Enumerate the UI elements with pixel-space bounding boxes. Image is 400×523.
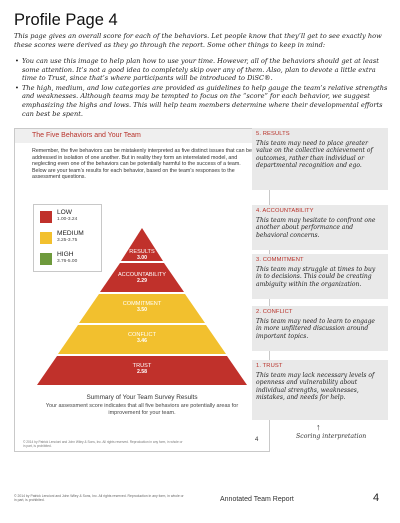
sidebar-text: This team may lack necessary levels of openness and vulnerability about individual strengths, weaknesses, mistakes, and needs for help.	[256, 372, 375, 402]
tier-label-commitment	[102, 301, 182, 313]
tier-score: 2.29	[136, 278, 148, 284]
sidebar-heading: 3. COMMITMENT	[256, 257, 304, 263]
sidebar-heading: 1. TRUST	[256, 363, 283, 369]
page-number: 4	[373, 492, 380, 504]
page-copyright: © 2014 by Patrick Lencioni and John Wiley & Sons, Inc. All rights reserved. Reproduction in any form, in whole or in part, is prohibited.	[14, 494, 184, 503]
tier-name: TRUST	[132, 363, 152, 369]
legend-low-range: 1.00-3.24	[57, 217, 78, 222]
sidebar-text: This team may hesitate to confront one another about performance and behavioral concerns.	[256, 217, 376, 239]
tier-score: 2.58	[136, 369, 148, 375]
tier-name: RESULTS	[129, 249, 155, 255]
tier-label-results	[112, 249, 172, 261]
report-body-text: Remember, the five behaviors can be mistakenly interpreted as five distinct issues that can be addressed in isolation of one another. But in reality they form an interrelated model, and neglecting even one of the behaviors can be potentially harmful to the success of a team. Below are your team’s results for each behavior, based on the team’s responses to the assessment questions.	[32, 148, 252, 181]
sidebar-item-results	[252, 128, 388, 190]
page-title: Profile Page 4	[14, 11, 118, 29]
guidance-item: • You can use this image to help plan how to use your time. However, all of the behaviors should get at least some attention. It’s not a good idea to completely skip over any of them. Also, plan to devote a little extra time to Trust, since that’s where participants will be introduced to DiSC®.	[14, 57, 388, 83]
tier-score: 3.50	[136, 307, 148, 313]
summary-text: Your assessment score indicates that all five behaviors are potentially areas for improvement for your team.	[45, 403, 239, 416]
tier-score: 3.00	[136, 255, 148, 261]
sidebar-heading: 2. CONFLICT	[256, 309, 293, 315]
sidebar-heading: 5. RESULTS	[256, 131, 290, 137]
guidance-item: • The high, medium, and low categories are provided as guidelines to help gauge the team’s relative strengths and weaknesses. Although teams may be tempted to focus on the “score” for each behavior, we suggest emphasizing the highs and lows. This will help team members determine where their developmental efforts can best be spent.	[14, 84, 388, 118]
tier-name: COMMITMENT	[122, 301, 162, 307]
legend-high-label: HIGH	[57, 251, 74, 258]
sidebar-text: This team may struggle at times to buy in to decisions. This could be creating ambiguity within the organization.	[256, 266, 376, 288]
report-page-number: 4	[255, 437, 259, 443]
sidebar-text: This team may need to place greater value on the collective achievement of outcomes, rather than individual or departmental recognition and ego.	[256, 140, 373, 170]
legend-high-range: 3.76-5.00	[57, 259, 78, 264]
scoring-interpretation-label: Scoring interpretation	[296, 433, 367, 440]
legend-low-label: LOW	[57, 209, 73, 216]
sidebar-item-commitment	[252, 254, 388, 299]
report-title: The Five Behaviors and Your Team	[32, 132, 141, 139]
guidance-list	[14, 57, 388, 119]
sidebar-item-accountability	[252, 205, 388, 250]
sidebar-item-trust	[252, 360, 388, 420]
report-page-image	[14, 128, 270, 452]
tier-name: CONFLICT	[128, 332, 156, 338]
intro-text: This page gives an overall score for each of the behaviors. Let people know that they’ll get to see exactly how these scores were derived as they go through the report. Some other things to keep in mind:	[14, 32, 382, 49]
results-summary	[15, 394, 269, 417]
tier-name: ACCOUNTABILITY	[117, 272, 167, 278]
legend-medium-range: 3.25-3.75	[57, 238, 78, 243]
tier-score: 3.46	[136, 338, 148, 344]
sidebar-item-conflict	[252, 306, 388, 351]
sidebar-heading: 4. ACCOUNTABILITY	[256, 208, 314, 214]
tier-label-trust	[102, 363, 182, 375]
up-arrow-icon: ↑	[316, 422, 321, 432]
sidebar-text: This team may need to learn to engage in more unfiltered discussion around important topics.	[256, 318, 375, 340]
document-label: Annotated Team Report	[220, 496, 294, 503]
summary-title: Summary of Your Team Survey Results	[86, 394, 198, 401]
tier-label-accountability	[102, 272, 182, 284]
legend-medium-label: MEDIUM	[57, 230, 84, 237]
tier-label-conflict	[102, 332, 182, 344]
report-copyright: © 2014 by Patrick Lencioni and John Wiley & Sons, Inc. All rights reserved. Reproduction in any form, in whole or in part, is prohibited.	[23, 440, 183, 448]
